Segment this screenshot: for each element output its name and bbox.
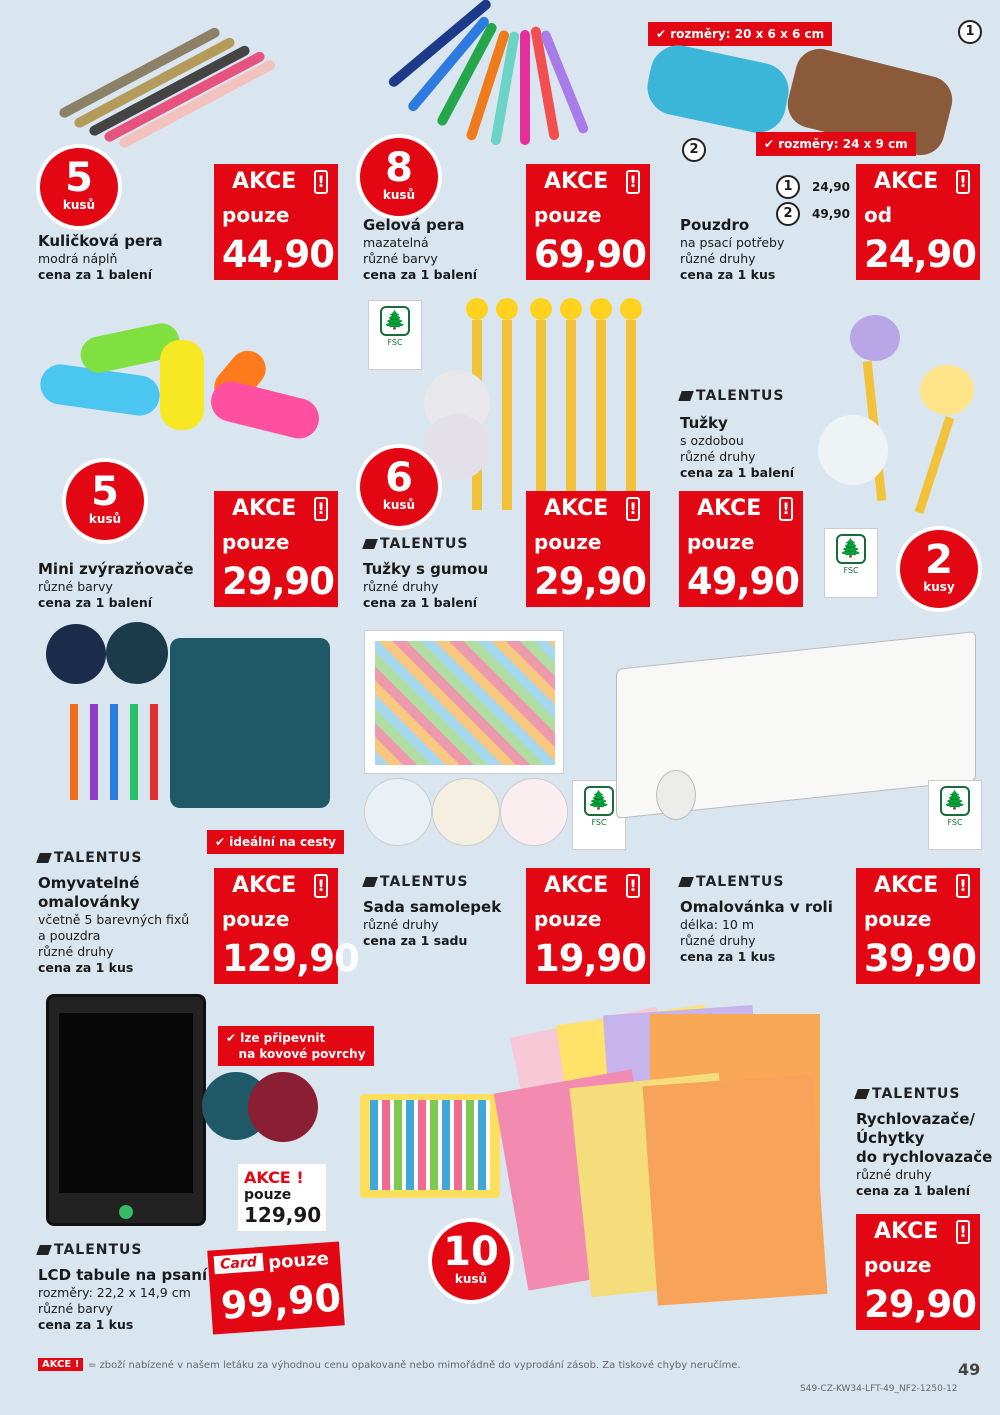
- price-box: AKCE ! pouze 49,90: [679, 491, 803, 607]
- footer-akce-badge: AKCE !: [38, 1358, 83, 1371]
- brand-logo: TALENTUS: [680, 388, 785, 404]
- brand-logo: TALENTUS: [680, 874, 785, 890]
- folders-image: [500, 1000, 840, 1300]
- option-number: 2: [682, 138, 706, 162]
- product-info: Omyvatelné omalovánky včetně 5 barevných fixů a pouzdra různé druhy cena za 1 kus: [38, 874, 190, 975]
- page-number: 49: [958, 1360, 981, 1379]
- count-badge: 8 kusů: [360, 138, 438, 216]
- info-tag: ✔ ideální na cesty: [207, 830, 344, 854]
- brand-logo: TALENTUS: [856, 1086, 961, 1102]
- brand-logo: TALENTUS: [364, 536, 469, 552]
- count-badge: 6 kusů: [360, 448, 438, 526]
- count-badge: 5 kusů: [40, 148, 118, 226]
- option-number: 2: [776, 202, 800, 226]
- lcd-tablet-image: [46, 994, 206, 1226]
- pencil-case-blue-image: [642, 40, 793, 138]
- product-info: Mini zvýrazňovače různé barvy cena za 1 balení: [38, 560, 194, 610]
- highlighters-image: [40, 320, 340, 450]
- price-box: AKCE ! pouze 44,90: [214, 164, 338, 280]
- washable-coloring-book-image: [40, 618, 340, 818]
- gel-pens-image: [380, 10, 620, 150]
- product-info: Rychlovazače/ Úchytky do rychlovazače různé druhy cena za 1 balení: [856, 1110, 993, 1198]
- option-price: 49,90: [812, 207, 850, 221]
- fsc-logo: 🌲 FSC: [572, 780, 626, 850]
- price-box: AKCE ! pouze 39,90: [856, 868, 980, 984]
- card-price-box: Card pouze 99,90: [207, 1241, 345, 1334]
- product-info: Omalovánka v roli délka: 10 m různé druhy cena za 1 kus: [680, 898, 833, 964]
- product-info: Pouzdro na psací potřeby různé druhy cena za 1 kus: [680, 216, 785, 282]
- price-box: AKCE ! pouze 29,90: [526, 491, 650, 607]
- count-badge: 5 kusů: [66, 462, 144, 540]
- option-number: 1: [958, 20, 982, 44]
- regular-price-box: AKCE ! pouze 129,90: [238, 1164, 326, 1231]
- product-info: Gelová pera mazatelná různé barvy cena za 1 balení: [363, 216, 478, 282]
- count-badge: 10 kusů: [432, 1222, 510, 1300]
- dimension-tag: ✔ rozměry: 20 x 6 x 6 cm: [648, 22, 832, 46]
- fsc-logo: 🌲 FSC: [368, 300, 422, 370]
- product-info: Sada samolepek různé druhy cena za 1 sadu: [363, 898, 502, 948]
- price-box: AKCE ! od 24,90: [856, 164, 980, 280]
- price-box: AKCE ! pouze 29,90: [214, 491, 338, 607]
- option-price: 24,90: [812, 180, 850, 194]
- product-info: Tužky s ozdobou různé druhy cena za 1 balení: [680, 414, 795, 480]
- sticker-set-image: [364, 630, 564, 774]
- product-info: Kuličková pera modrá náplň cena za 1 balení: [38, 232, 163, 282]
- price-box: AKCE ! pouze 19,90: [526, 868, 650, 984]
- brand-logo: TALENTUS: [38, 1242, 143, 1258]
- sticker-circles-image: [364, 778, 574, 852]
- brand-logo: TALENTUS: [364, 874, 469, 890]
- fsc-logo: 🌲 FSC: [824, 528, 878, 598]
- product-info: Tužky s gumou různé druhy cena za 1 balení: [363, 560, 489, 610]
- footer-disclaimer: = zboží nabízené v našem letáku za výhodnou cenu opakovaně nebo mimořádně do vyprodání zásob. Za tiskové chyby neručíme.: [88, 1360, 741, 1371]
- product-info: LCD tabule na psaní rozměry: 22,2 x 14,9 cm různé barvy cena za 1 kus: [38, 1266, 208, 1332]
- footer-code: S49-CZ-KW34-LFT-49_NF2-1250-12: [800, 1384, 958, 1394]
- ballpoint-pens-image: [50, 20, 250, 140]
- decorated-pencils-image: [820, 305, 990, 515]
- price-box: AKCE ! pouze 29,90: [856, 1214, 980, 1330]
- fastener-strips-image: [360, 1094, 500, 1198]
- price-box: AKCE ! pouze 129,90: [214, 868, 338, 984]
- pencils-with-eraser-image: [430, 290, 650, 520]
- price-box: AKCE ! pouze 69,90: [526, 164, 650, 280]
- dimension-tag: ✔ rozměry: 24 x 9 cm: [756, 132, 916, 156]
- option-number: 1: [776, 175, 800, 199]
- brand-logo: TALENTUS: [38, 850, 143, 866]
- info-tag: ✔ lze připevnit na kovové povrchy: [218, 1026, 374, 1066]
- count-badge: 2 kusy: [900, 530, 978, 608]
- color-swatches: [202, 1072, 326, 1142]
- fsc-logo: 🌲 FSC: [928, 780, 982, 850]
